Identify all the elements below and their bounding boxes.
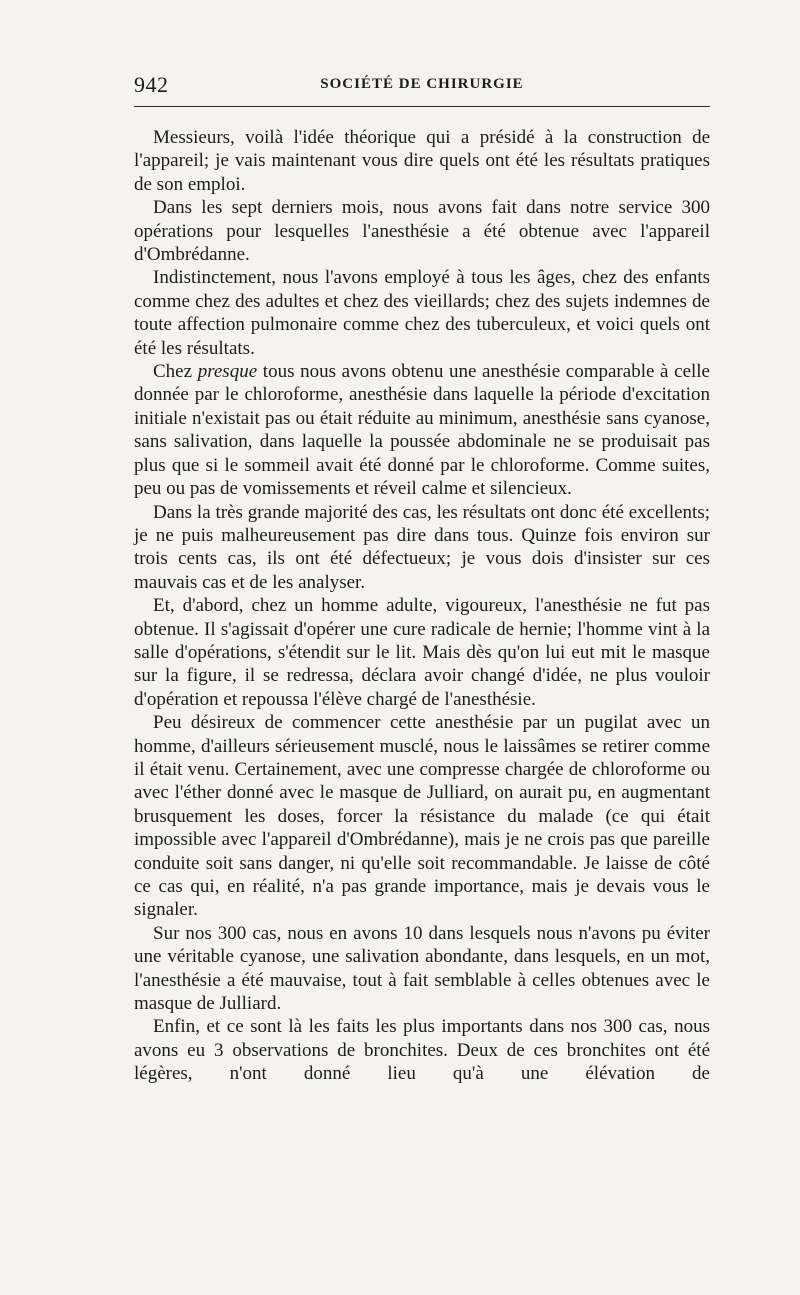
- running-title: SOCIÉTÉ DE CHIRURGIE: [320, 76, 524, 92]
- paragraph-2: Dans les sept derniers mois, nous avons fait dans notre service 300 opérations pour lesquelles l'anesthésie a été obtenue avec l'appareil d'Ombrédanne.: [134, 197, 710, 266]
- paragraph-6: Et, d'abord, chez un homme adulte, vigoureux, l'anesthésie ne fut pas obtenue. Il s'agissait d'opérer une cure radicale de hernie; l'homme vint à la salle d'opérations, s'étendit sur le lit. Mais dès qu'on lui eut mit le masque sur la figure, il se redressa, déclara avoir changé d'idée, ne plus vouloir d'opération et repoussa l'élève chargé de l'anesthésie.: [134, 595, 710, 710]
- paragraph-7: Peu désireux de commencer cette anesthésie par un pugilat avec un homme, d'ailleurs sérieusement musclé, nous le laissâmes se retirer comme il était venu. Certainement, avec une compresse chargée de chloroforme ou avec l'éther donné avec le masque de Julliard, on aurait pu, en augmentant brusquement les doses, forcer la résistance du malade (ce qui était impossible avec l'appareil d'Ombrédanne), mais je ne crois pas que pareille conduite soit sans danger, ni qu'elle soit recommandable. Je laisse de côté ce cas qui, en réalité, n'a pas grande importance, mais je devais vous le signaler.: [134, 712, 710, 921]
- page-header: [134, 70, 710, 100]
- paragraph-4-lead: Chez: [153, 361, 198, 383]
- paragraph-1: Messieurs, voilà l'idée théorique qui a présidé à la construction de l'appareil; je vais maintenant vous dire quels ont été les résultats pratiques de son emploi.: [134, 127, 710, 195]
- paragraph-4-rest: tous nous avons obtenu une anesthésie comparable à celle donnée par le chloroforme, anesthésie dans laquelle la période d'excitation initiale n'existait pas ou était réduite au minimum, anesthésie sans cyanose, sans salivation, dans laquelle la poussée abdominale ne se produisait pas plus que si le sommeil avait été donné par le chloroforme. Comme suites, peu ou pas de vomissements et réveil calme et silencieux.: [134, 361, 710, 500]
- paragraph-8: Sur nos 300 cas, nous en avons 10 dans lesquels nous n'avons pu éviter une véritable cyanose, une salivation abondante, dans lesquels, en un mot, l'anesthésie a été mauvaise, tout à fait semblable à celles obtenues avec le masque de Julliard.: [134, 922, 710, 1015]
- paragraph-9: Enfin, et ce sont là les faits les plus importants dans nos 300 cas, nous avons eu 3 observations de bronchites. Deux de ces bronchites ont été légères, n'ont donné lieu qu'à une élévation de: [134, 1016, 710, 1085]
- paragraph-5: Dans la très grande majorité des cas, les résultats ont donc été excellents; je ne puis malheureusement pas dire dans tous. Quinze fois environ sur trois cents cas, ils ont été défectueux; je vous dois d'insister sur ces mauvais cas et de les analyser.: [134, 501, 710, 593]
- page-number: 942: [134, 72, 169, 97]
- paragraph-4: [134, 360, 710, 500]
- body-text: [134, 126, 710, 1086]
- paragraph-3: Indistinctement, nous l'avons employé à tous les âges, chez des enfants comme chez des adultes et chez des vieillards; chez des sujets indemnes de toute affection pulmonaire comme chez des tuberculeux, et voici quels ont été les résultats.: [134, 267, 710, 359]
- header-rule: [134, 106, 710, 107]
- paragraph-4-italic: presque: [197, 361, 258, 383]
